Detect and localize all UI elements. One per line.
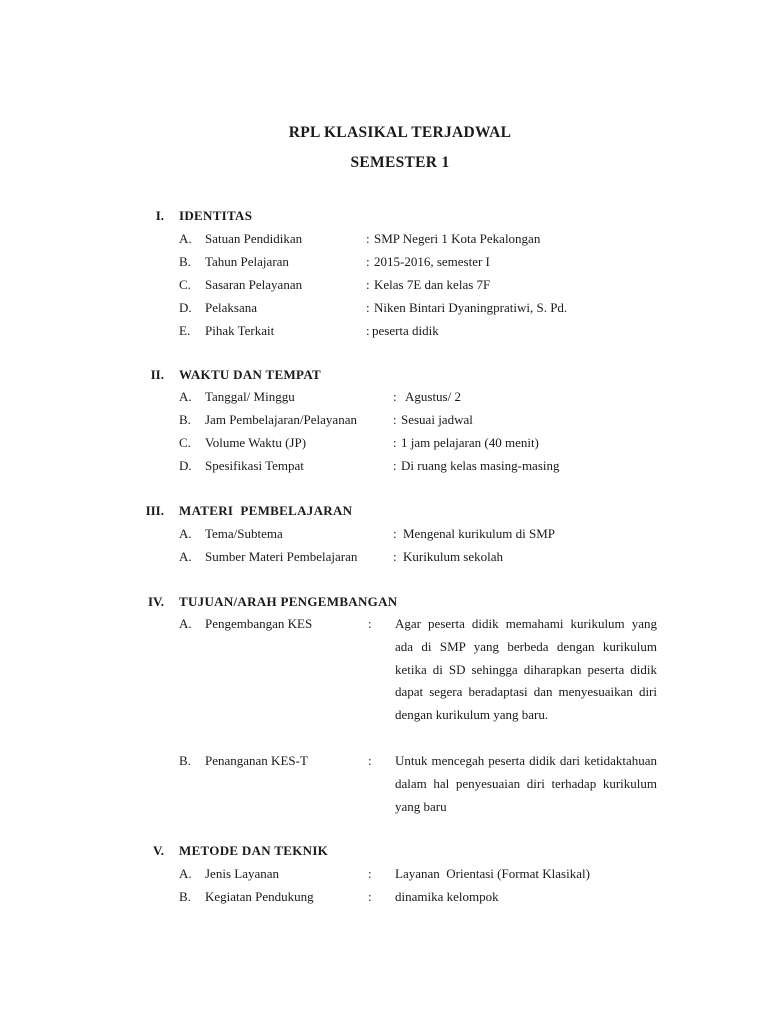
list-item [0, 866, 768, 884]
item-colon: : [393, 526, 397, 541]
section-number: II. [150, 367, 164, 382]
item-value: Sesuai jadwal [401, 412, 473, 427]
item-value: Layanan Orientasi (Format Klasikal) [395, 866, 590, 881]
item-label: Jenis Layanan [205, 866, 280, 881]
section-title: MATERI PEMBELAJARAN [179, 503, 353, 518]
item-colon: : [368, 889, 372, 904]
item-value: Mengenal kurikulum di SMP [403, 526, 556, 541]
list-item [0, 300, 768, 318]
item-value: dinamika kelompok [395, 889, 499, 904]
item-letter: C. [179, 435, 191, 450]
item-label: Tema/Subtema [205, 526, 283, 541]
item-label: Tanggal/ Minggu [205, 389, 295, 404]
item-letter: E. [179, 323, 191, 338]
item-value: Agustus/ 2 [405, 389, 461, 404]
section-title: TUJUAN/ARAH PENGEMBANGAN [179, 594, 398, 609]
item-colon: : [366, 323, 370, 338]
item-letter: B. [179, 889, 191, 904]
item-value: Kelas 7E dan kelas 7F [374, 277, 491, 292]
item-letter: A. [179, 231, 192, 246]
item-label: Satuan Pendidikan [205, 231, 303, 246]
item-colon: : [393, 458, 397, 473]
item-letter: A. [179, 389, 192, 404]
item-colon: : [368, 753, 372, 768]
list-item [0, 549, 768, 567]
item-colon: : [368, 616, 372, 631]
item-letter: B. [179, 412, 191, 427]
item-colon: : [366, 277, 370, 292]
item-letter: D. [179, 300, 192, 315]
list-item [0, 435, 768, 453]
item-colon: : [368, 866, 372, 881]
document-subtitle: SEMESTER 1 [350, 154, 450, 171]
list-item [0, 526, 768, 544]
section-number: IV. [147, 594, 164, 609]
item-label: Jam Pembelajaran/Pelayanan [205, 412, 357, 427]
item-label: Tahun Pelajaran [205, 254, 289, 269]
section-title: METODE DAN TEKNIK [179, 843, 329, 858]
item-label: Pihak Terkait [205, 323, 275, 338]
item-value: Di ruang kelas masing-masing [401, 458, 560, 473]
item-colon: : [366, 254, 370, 269]
section-number: III. [145, 503, 164, 518]
list-item [0, 389, 768, 407]
item-colon: : [393, 412, 397, 427]
item-label: Pengembangan KES [205, 616, 313, 631]
item-value: 1 jam pelajaran (40 menit) [401, 435, 539, 450]
item-value-paragraph: Agar peserta didik memahami kurikulum yang ada di SMP yang berbeda dengan kurikulum ketika di SD sehingga diharapkan peserta didik dapat segera beradaptasi dan menyesuaikan diri dengan kurikulum yang baru. [395, 616, 657, 723]
item-label: Sasaran Pelayanan [205, 277, 303, 292]
item-label: Volume Waktu (JP) [205, 435, 307, 450]
item-colon: : [393, 389, 397, 404]
list-item [0, 458, 768, 476]
section-number: V. [153, 843, 164, 858]
list-item [0, 889, 768, 907]
list-item [0, 323, 768, 341]
item-value: peserta didik [372, 323, 439, 338]
item-label: Kegiatan Pendukung [205, 889, 314, 904]
list-item [0, 231, 768, 249]
item-value: SMP Negeri 1 Kota Pekalongan [374, 231, 541, 246]
item-letter: C. [179, 277, 191, 292]
item-letter: A. [179, 866, 192, 881]
item-label: Penanganan KES-T [205, 753, 308, 768]
list-item [0, 277, 768, 295]
item-letter: A. [179, 549, 192, 564]
section-number: I. [155, 208, 164, 223]
item-label: Sumber Materi Pembelajaran [205, 549, 358, 564]
document-title: RPL KLASIKAL TERJADWAL [288, 124, 512, 141]
section-title: IDENTITAS [179, 208, 253, 223]
item-label: Pelaksana [205, 300, 257, 315]
item-label: Spesifikasi Tempat [205, 458, 304, 473]
item-value: Kurikulum sekolah [403, 549, 504, 564]
item-letter: A. [179, 616, 192, 631]
section-title: WAKTU DAN TEMPAT [179, 367, 322, 382]
item-letter: A. [179, 526, 192, 541]
list-item [0, 254, 768, 272]
item-value-paragraph: Untuk mencegah peserta didik dari ketidaktahuan dalam hal penyesuaian diri terhadap kurikulum yang baru [395, 753, 657, 814]
item-colon: : [366, 231, 370, 246]
item-letter: D. [179, 458, 192, 473]
item-letter: B. [179, 254, 191, 269]
item-value: Niken Bintari Dyaningpratiwi, S. Pd. [374, 300, 568, 315]
item-value: 2015-2016, semester I [374, 254, 490, 269]
item-colon: : [366, 300, 370, 315]
item-colon: : [393, 549, 397, 564]
item-letter: B. [179, 753, 191, 768]
item-colon: : [393, 435, 397, 450]
list-item [0, 412, 768, 430]
